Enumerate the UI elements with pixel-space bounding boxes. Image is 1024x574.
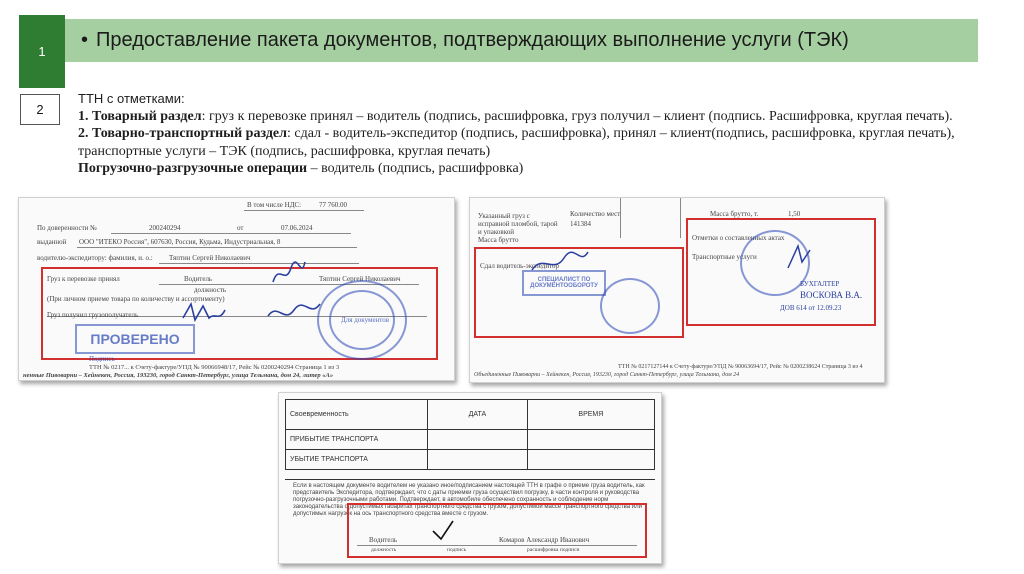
- ttn-heading: ТТН с отметками:: [78, 91, 185, 106]
- scan1-footer: ТТН № 0217... к Счету-фактуре/УПД № 90066948/17, Рейс № 0200240294 Страница 1 из 3: [89, 364, 340, 371]
- scan-transport-section: [469, 197, 885, 383]
- gross-label: Масса брутто, т.: [710, 210, 759, 218]
- signature-handover-icon: [530, 248, 590, 278]
- item-loading-text: – водитель (подпись, расшифровка): [307, 161, 524, 176]
- issued-label: выданной: [37, 238, 67, 246]
- driver-name: Тяптин Сергей Николаевич: [319, 275, 401, 283]
- vat-label: В том числе НДС:: [247, 201, 302, 209]
- loading-decode-label: расшифровка подписи: [527, 547, 580, 553]
- handed-label: Сдал водитель-экспедитор: [480, 262, 560, 270]
- timing-table: [285, 399, 655, 470]
- power-label: По доверенности №: [37, 224, 97, 232]
- vat-value: 77 760.00: [319, 201, 347, 209]
- cargo-accepted-label: Груз к перевозке принял: [47, 275, 120, 283]
- loading-driver-role: Водитель: [369, 536, 398, 544]
- cargo-label: Указанный груз с исправной пломбой, тарой и упаковкой: [478, 212, 558, 236]
- item-goods-text: : груз к перевозке принял – водитель (подпись, расшифровка, груз получил – клиент (подпись. Расшифровка, круглая печать).: [201, 108, 953, 124]
- signature-receiver-2-icon: [264, 298, 324, 326]
- loading-driver-name: Комаров Александр Иванович: [499, 536, 590, 544]
- item-goods-label: 1. Товарный раздел: [78, 108, 202, 124]
- driver-role: Водитель: [184, 275, 213, 283]
- item-loading-section: [78, 160, 988, 178]
- item-goods-section: [78, 108, 988, 126]
- item-transport-section: [78, 125, 988, 160]
- checked-stamp-sub: Подпись: [89, 355, 115, 363]
- specialist-stamp-text: СПЕЦИАЛИСТ ПО ДОКУМЕНТООБОРОТУ: [530, 277, 598, 289]
- slide-number-badge: [19, 15, 65, 88]
- signer-date: ДОВ 614 от 12.09.23: [780, 304, 842, 312]
- item-transport-label: 2. Товарно-транспортный раздел: [78, 126, 287, 141]
- signer-name: ВОСКОВА В.А.: [800, 290, 863, 300]
- issued-value: ООО "ИТЕКО Россия", 607630, Россия, Кудьма, Индустриальная, 8: [79, 238, 281, 246]
- loading-sign-label: подпись: [447, 547, 467, 553]
- slide-title: Предоставление пакета документов, подтверждающих выполнение услуги (ТЭК): [96, 29, 849, 51]
- signer-title: БУХГАЛТЕР: [800, 280, 840, 288]
- round-stamp-text: Для документов: [341, 316, 390, 324]
- loading-position-label: должность: [371, 547, 397, 553]
- bullet-icon: •: [81, 29, 89, 51]
- title-banner: [65, 19, 978, 62]
- slide-number: 1: [38, 44, 46, 59]
- position-label: должность: [194, 286, 227, 294]
- gross-value: 1,50: [788, 210, 801, 218]
- col-time: ВРЕМЯ: [527, 400, 654, 430]
- scan2-footer: ТТН № 0217127144 к Счету-фактуре/УПД № 90063694/17, Рейс № 0200238624 Страница 3 из 4: [618, 364, 863, 370]
- round-stamp-2-icon: [600, 278, 660, 334]
- row-arrival: ПРИБЫТИЕ ТРАНСПОРТА: [286, 430, 428, 450]
- cargo-received-label: Груз получил грузополучатель: [47, 311, 139, 319]
- instructions-text: [78, 90, 988, 178]
- signature-loading-icon: [429, 517, 469, 543]
- scan-loading-operations: [278, 392, 662, 564]
- section-number: 2: [36, 102, 44, 117]
- checked-stamp: [75, 324, 195, 354]
- driver-label: водителю-экспедитору: фамилия, и. о.:: [37, 254, 153, 262]
- section-number-badge: [20, 94, 60, 125]
- loading-paragraph: Если в настоящем документе водителем не указано иное/подписанием настоящей ТТН в графе о приеме груза водитель, как представитель Экспедитора, подтверждает, что с даты приемки груза осуществил погрузку, в части контроля и руководства погрузочно-разгрузочными работами. Подтверждает, в автомобиле обеспечено сохранность и соблюдение норм законодательства о допустимых габаритах транспортного средства с грузом, допустимой массе транспортного средства или допустимых нагрузок на ось транспортного средства вместе с грузом.: [293, 483, 645, 517]
- places-value: 141384: [570, 220, 591, 228]
- mass-label: Масса брутто: [478, 236, 519, 244]
- personal-receipt-label: (При личном приеме товара по количеству и ассортименту): [47, 295, 225, 303]
- col-timeliness: Своевременность: [286, 400, 428, 430]
- col-date: ДАТА: [428, 400, 528, 430]
- places-label: Количество мест: [570, 210, 621, 218]
- scan1-footer-2: ненные Пивоварни – Хейнекен, Россия, 193230, город Санкт-Петербург, улица Тельмана, дом 24, литер «А»: [23, 372, 334, 379]
- driver-value: Тяптин Сергей Николаевич: [169, 254, 251, 262]
- transport-label: Транспортные услуги: [692, 253, 757, 261]
- scan-goods-section: [18, 197, 455, 381]
- power-number: 200240294: [149, 224, 181, 232]
- from-label: от: [237, 224, 244, 232]
- power-date: 07.06.2024: [281, 224, 313, 232]
- signature-tek-icon: [784, 242, 814, 272]
- marks-label: Отметки о составленных актах: [692, 234, 785, 242]
- item-loading-label: Погрузочно-разгрузочные операции: [78, 161, 308, 176]
- item-transport-text: : сдал - водитель-экспедитор (подпись, расшифровка), принял – клиент(подпись, расшифровка, круглая печать), транспортные услуги – ТЭК (подпись, расшифровка, круглая печать): [78, 126, 955, 159]
- checked-stamp-text: ПРОВЕРЕНО: [90, 331, 180, 347]
- scan2-footer-2: Объединенные Пивоварни – Хейнекен, Россия, 193230, город Санкт-Петербург, улица Тельмана, дом 24: [474, 372, 740, 378]
- signature-driver-icon: [269, 258, 309, 288]
- row-departure: УБЫТИЕ ТРАНСПОРТА: [286, 450, 428, 470]
